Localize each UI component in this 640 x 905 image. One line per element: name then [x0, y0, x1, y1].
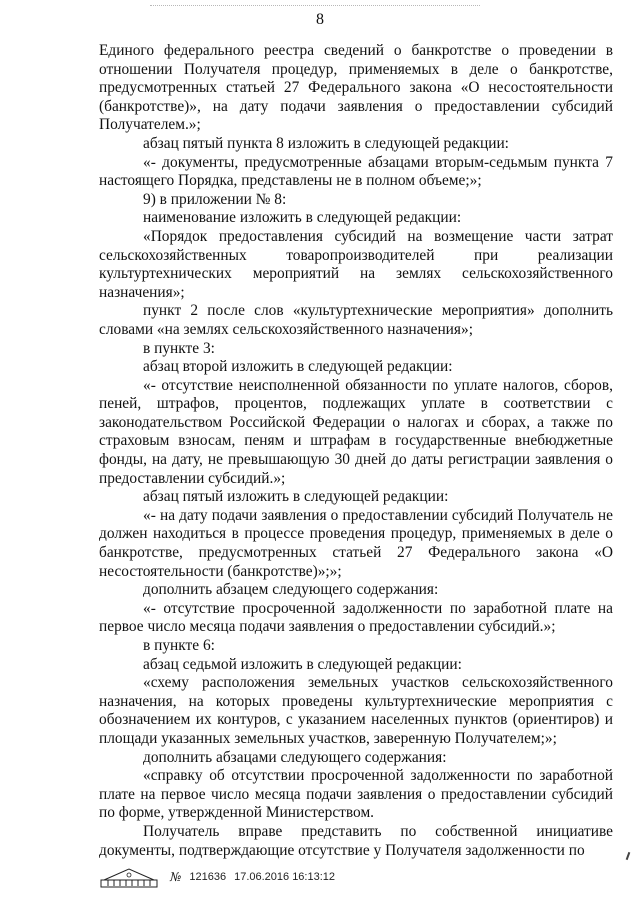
scan-artifact-line — [150, 5, 480, 8]
paragraph: «Порядок предоставления субсидий на возмещение части затрат сельскохозяйственных товаропроизводителей при реализации культуртехнических мероприятий на землях сельскохозяйственного назначения»; — [99, 227, 613, 301]
paragraph: абзац пятый пункта 8 изложить в следующей редакции: — [143, 134, 509, 152]
paragraph: дополнить абзацами следующего содержания: — [143, 748, 447, 766]
footer-number-mark: № — [170, 870, 182, 884]
paragraph: пункт 2 после слов «культуртехнические мероприятия» дополнить словами «на землях сельскохозяйственного назначения»; — [99, 302, 613, 338]
paragraph: абзац седьмой изложить в следующей редакции: — [143, 655, 462, 673]
paragraph: в пункте 6: — [143, 637, 215, 654]
paragraph: 9) в приложении № 8: — [143, 190, 287, 208]
paragraph: наименование изложить в следующей редакции: — [143, 209, 462, 227]
footer-datetime: 17.06.2016 16:13:12 — [234, 871, 336, 883]
page-number: 8 — [316, 11, 324, 28]
paragraph: дополнить абзацем следующего содержания: — [143, 581, 439, 599]
paragraph: «- документы, предусмотренные абзацами вторым-седьмым пункта 7 настоящего Порядка, представлены не в полном объеме;»; — [99, 153, 613, 190]
building-stamp-icon — [100, 866, 158, 888]
scan-speck — [626, 852, 631, 860]
paragraph: «- на дату подачи заявления о предоставлении субсидий Получатель не должен находиться в процессе проведения процедур, применяемых в деле о банкротстве, предусмотренных статьей 27 Федерального закона «О несостоятельности (банкротстве)»;»; — [99, 506, 613, 580]
paragraph: абзац второй изложить в следующей редакции: — [143, 358, 453, 376]
document-body — [99, 42, 613, 860]
paragraph: абзац пятый изложить в следующей редакции: — [143, 488, 449, 506]
paragraph: «справку об отсутствии просроченной задолженности по заработной плате на первое число месяца подачи заявления о предоставлении субсидий по форме, утвержденной Министерством. — [99, 767, 613, 822]
footer-doc-number: 121636 — [189, 871, 227, 883]
paragraph: «- отсутствие неисполненной обязанности по уплате налогов, сборов, пеней, штрафов, процентов, подлежащих уплате в соответствии с законодательством Российской Федерации о налогах и сборах, а также по страховым взносам, пеням и штрафам в государственные внебюджетные фонды, на дату, не превышающую 30 дней до даты регистрации заявления о предоставлении субсидий.»; — [99, 376, 613, 487]
paragraph: Единого федерального реестра сведений о банкротстве о проведении в отношении Получателя процедур, применяемых в деле о банкротстве, предусмотренных статьей 27 Федерального закона «О несостоятельности (банкротстве)», на дату подачи заявления о предоставлении субсидий Получателем.»; — [99, 42, 613, 134]
paragraph: «схему расположения земельных участков сельскохозяйственного назначения, на которых проведены культуртехнические мероприятия с обозначением их контуров, с указанием населенных пунктов (ориентиров) и площади указанных земельных участков, заверенную Получателем;»; — [99, 674, 613, 747]
paragraph: «- отсутствие просроченной задолженности по заработной плате на первое число месяца подачи заявления о предоставлении субсидий.»; — [99, 599, 613, 636]
footer-stamp — [100, 866, 335, 888]
paragraph: в пункте 3: — [143, 339, 215, 357]
paragraph: Получатель вправе представить по собственной инициативе документы, подтверждающие отсутствие у Получателя задолженности по — [99, 822, 613, 859]
